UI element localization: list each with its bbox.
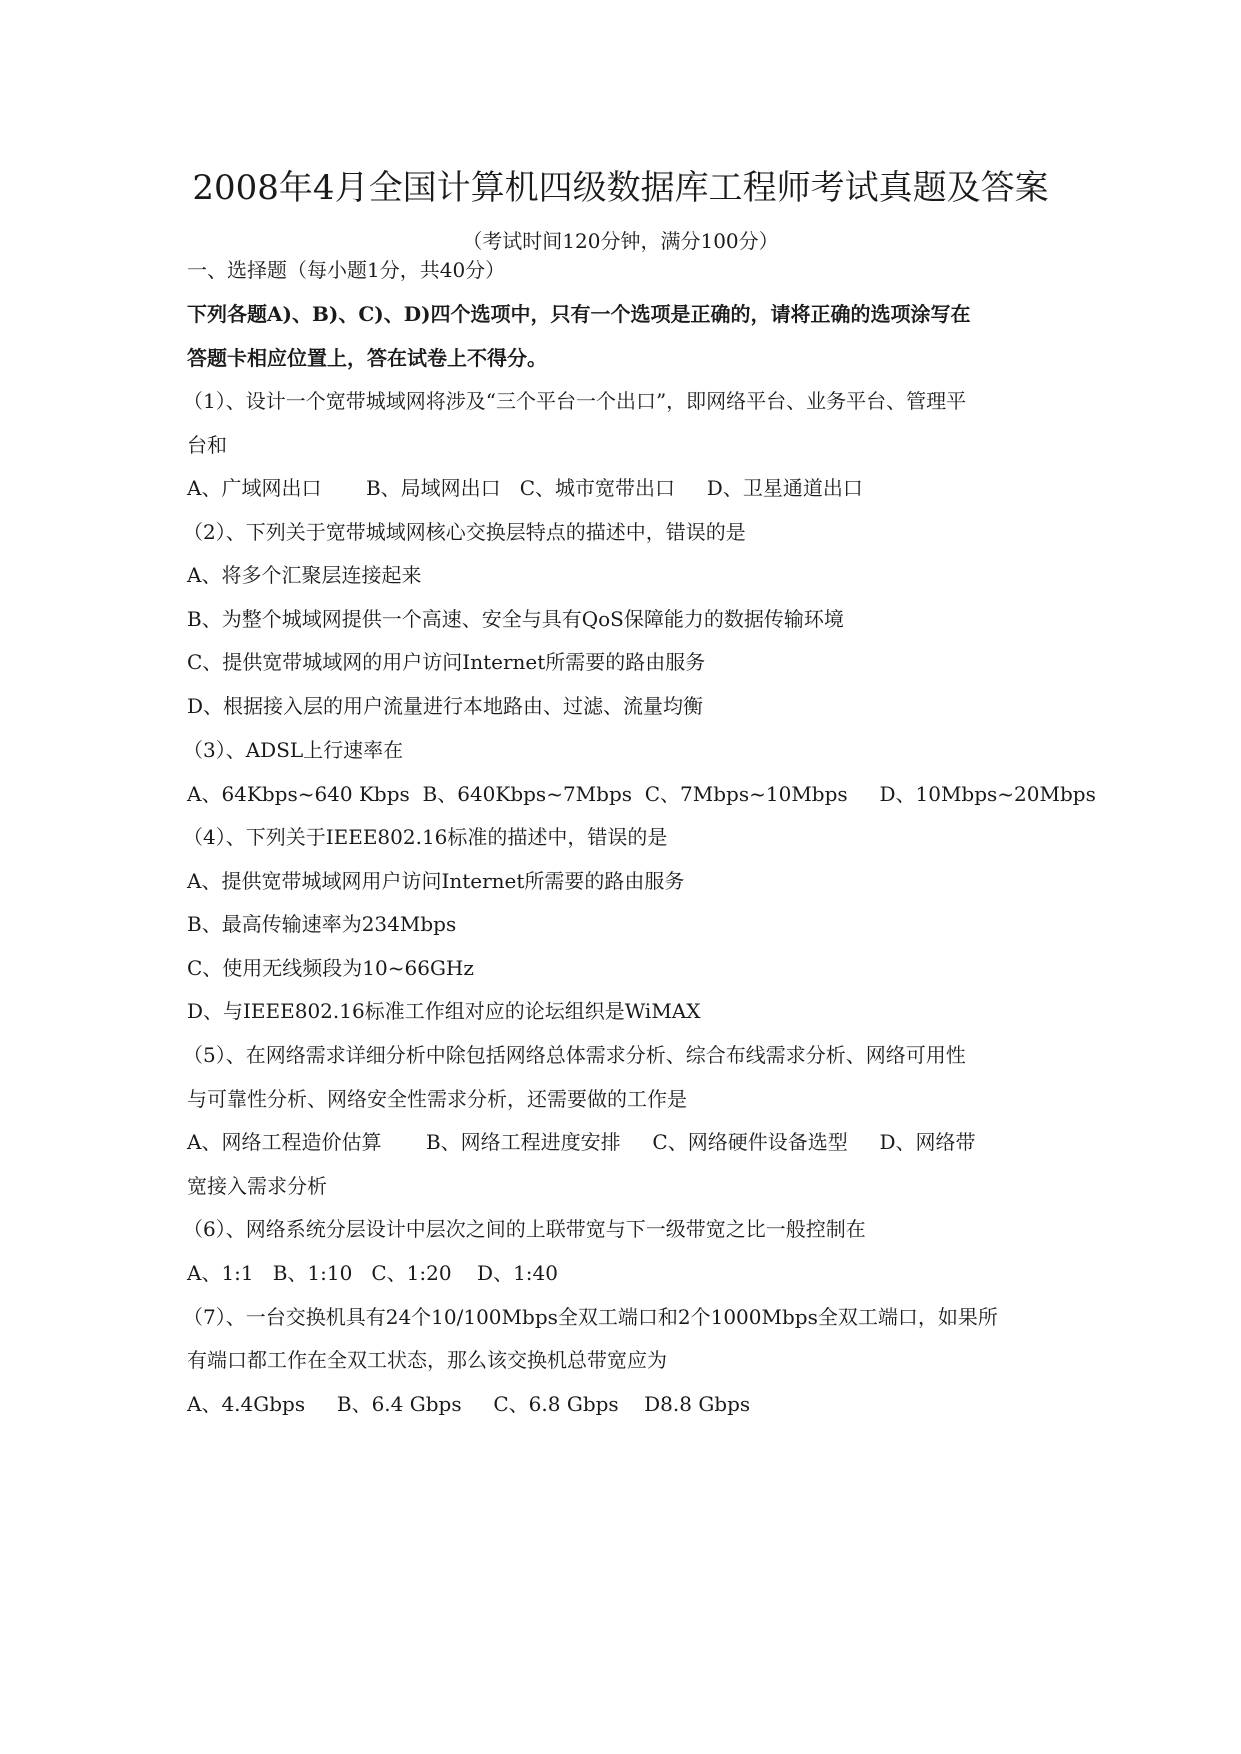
question-2-stem: （2）、下列关于宽带城域网核心交换层特点的描述中，错误的是 bbox=[183, 520, 746, 544]
question-7-stem: （7）、一台交换机具有24个10/100Mbps全双工端口和2个1000Mbps全双工端口，如果所 bbox=[183, 1305, 998, 1329]
question-2-option-b: B、为整个城域网提供一个高速、安全与具有QoS保障能力的数据传输环境 bbox=[187, 607, 844, 631]
question-4-option-d: D、与IEEE802.16标准工作组对应的论坛组织是WiMAX bbox=[187, 999, 701, 1023]
section-heading: 一、选择题（每小题1分，共40分） bbox=[187, 258, 506, 282]
question-6-stem: （6）、网络系统分层设计中层次之间的上联带宽与下一级带宽之比一般控制在 bbox=[183, 1217, 866, 1241]
question-1-options: A、广域网出口 B、局域网出口 C、城市宽带出口 D、卫星通道出口 bbox=[187, 476, 863, 500]
instruction-line-1: 下列各题A)、B)、C)、D)四个选项中，只有一个选项是正确的，请将正确的选项涂写在 bbox=[187, 302, 971, 326]
question-2-option-d: D、根据接入层的用户流量进行本地路由、过滤、流量均衡 bbox=[187, 694, 704, 718]
question-5-stem: （5）、在网络需求详细分析中除包括网络总体需求分析、综合布线需求分析、网络可用性 bbox=[183, 1043, 966, 1067]
question-1-stem-cont: 台和 bbox=[187, 433, 227, 457]
question-4-option-b: B、最高传输速率为234Mbps bbox=[187, 912, 457, 936]
document-subtitle: （考试时间120分钟，满分100分） bbox=[462, 229, 779, 253]
question-4-stem: （4）、下列关于IEEE802.16标准的描述中，错误的是 bbox=[183, 825, 668, 849]
question-5-stem-cont: 与可靠性分析、网络安全性需求分析，还需要做的工作是 bbox=[187, 1087, 687, 1111]
question-3-stem: （3）、ADSL上行速率在 bbox=[183, 738, 404, 762]
document-title: 2008年4月全国计算机四级数据库工程师考试真题及答案 bbox=[192, 168, 1049, 208]
question-5-options-cont: 宽接入需求分析 bbox=[187, 1174, 327, 1198]
question-7-stem-cont: 有端口都工作在全双工状态，那么该交换机总带宽应为 bbox=[187, 1348, 667, 1372]
question-2-option-c: C、提供宽带城域网的用户访问Internet所需要的路由服务 bbox=[187, 650, 706, 674]
question-4-option-a: A、提供宽带城域网用户访问Internet所需要的路由服务 bbox=[187, 869, 685, 893]
instruction-line-2: 答题卡相应位置上，答在试卷上不得分。 bbox=[187, 346, 547, 370]
question-4-option-c: C、使用无线频段为10~66GHz bbox=[187, 956, 474, 980]
question-3-options: A、64Kbps~640 Kbps B、640Kbps~7Mbps C、7Mbps~10Mbps D、10Mbps~20Mbps bbox=[187, 782, 1096, 806]
question-5-options: A、网络工程造价估算 B、网络工程进度安排 C、网络硬件设备选型 D、网络带 bbox=[187, 1130, 976, 1154]
question-2-option-a: A、将多个汇聚层连接起来 bbox=[187, 563, 422, 587]
question-6-options: A、1:1 B、1:10 C、1:20 D、1:40 bbox=[187, 1261, 558, 1285]
question-7-options: A、4.4Gbps B、6.4 Gbps C、6.8 Gbps D8.8 Gbps bbox=[187, 1392, 751, 1416]
question-1-stem: （1）、设计一个宽带城域网将涉及“三个平台一个出口”，即网络平台、业务平台、管理平 bbox=[183, 389, 967, 413]
